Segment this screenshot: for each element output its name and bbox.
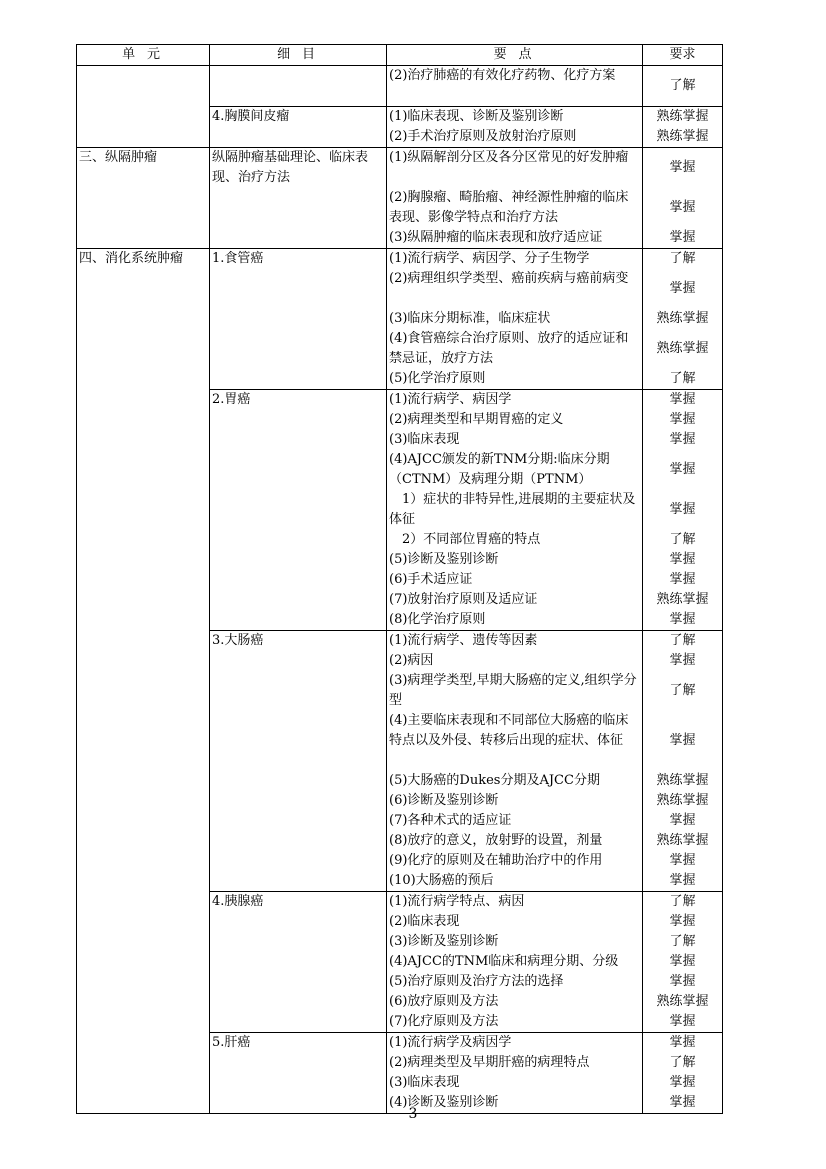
points-cell [387, 107, 643, 148]
page-number: 3 [408, 1106, 418, 1122]
header-requirement: 要求 [643, 45, 723, 66]
requirement-level: 熟练掌握 [656, 833, 709, 848]
point-text: (3)诊断及鉴别诊断 [389, 934, 499, 949]
point-text: (3)临床表现 [389, 432, 460, 447]
point-text: (4)主要临床表现和不同部位大肠癌的临床特点以及外侵、转移后出现的症状、体征 [389, 713, 629, 748]
item-cell: 5.肝癌 [210, 1033, 387, 1114]
points-cell [387, 66, 643, 107]
requirement-level: 掌握 [669, 873, 696, 888]
requirement-level: 掌握 [669, 502, 696, 517]
point-text: (2)病理组织学类型、癌前疾病与癌前病变 [389, 271, 629, 286]
requirement-level: 掌握 [669, 954, 696, 969]
requirement-level: 掌握 [669, 1014, 696, 1029]
requirement-level: 掌握 [669, 230, 696, 245]
point-text: (10)大肠癌的预后 [389, 873, 494, 888]
point-text: (7)化疗原则及方法 [389, 1014, 499, 1029]
requirement-level: 了解 [669, 894, 696, 909]
point-text: (8)化学治疗原则 [389, 612, 486, 627]
requirement-level: 熟练掌握 [656, 994, 709, 1009]
header-item: 细 目 [210, 45, 387, 66]
requirement-level: 掌握 [669, 412, 696, 427]
point-text: (1)流行病学、遗传等因素 [389, 633, 538, 648]
unit-cell: 四、消化系统肿瘤 [77, 249, 210, 1114]
requirement-level: 掌握 [669, 160, 696, 175]
requirement-level: 掌握 [669, 392, 696, 407]
points-cell [387, 390, 643, 631]
point-text: (6)放疗原则及方法 [389, 994, 499, 1009]
requirement-level: 了解 [669, 532, 696, 547]
requirement-level: 掌握 [669, 1035, 696, 1050]
requirement-level: 掌握 [669, 1075, 696, 1090]
requirement-cell [643, 390, 723, 631]
table-body [77, 66, 723, 1114]
requirement-level: 掌握 [669, 733, 696, 748]
point-text: (6)诊断及鉴别诊断 [389, 793, 499, 808]
item-cell: 4.胰腺癌 [210, 892, 387, 1033]
requirement-level: 掌握 [669, 572, 696, 587]
syllabus-table [76, 44, 723, 1114]
requirement-cell [643, 66, 723, 107]
header-row [77, 45, 723, 66]
header-points: 要 点 [387, 45, 643, 66]
point-text: (4)AJCC颁发的新TNM分期:临床分期（CTNM）及病理分期（PTNM） [389, 452, 610, 487]
requirement-cell [643, 148, 723, 249]
point-text: (1)流行病学特点、病因 [389, 894, 525, 909]
requirement-level: 掌握 [669, 853, 696, 868]
points-cell [387, 892, 643, 1033]
point-text: (4)诊断及鉴别诊断 [389, 1095, 499, 1110]
point-text: (7)各种术式的适应证 [389, 813, 512, 828]
requirement-level: 掌握 [669, 974, 696, 989]
point-text: (9)化疗的原则及在辅助治疗中的作用 [389, 853, 603, 868]
requirement-level: 掌握 [669, 1095, 696, 1110]
requirement-level: 了解 [669, 934, 696, 949]
point-text: (7)放射治疗原则及适应证 [389, 592, 538, 607]
table-row [77, 249, 723, 390]
item-cell: 4.胸膜间皮瘤 [210, 107, 387, 148]
item-cell [210, 66, 387, 107]
requirement-level: 熟练掌握 [656, 109, 709, 124]
requirement-cell [643, 892, 723, 1033]
point-text: (4)AJCC的TNM临床和病理分期、分级 [389, 954, 619, 969]
points-cell [387, 249, 643, 390]
point-text: (6)手术适应证 [389, 572, 473, 587]
unit-cell [77, 66, 210, 148]
requirement-level: 熟练掌握 [656, 592, 709, 607]
point-text: (1)流行病学、病因学、分子生物学 [389, 251, 590, 266]
requirement-level: 了解 [669, 683, 696, 698]
requirement-level: 熟练掌握 [656, 311, 709, 326]
requirement-level: 掌握 [669, 653, 696, 668]
point-text: (5)诊断及鉴别诊断 [389, 552, 499, 567]
point-text: (2)病理类型及早期肝癌的病理特点 [389, 1055, 590, 1070]
requirement-level: 了解 [669, 633, 696, 648]
point-text: (1)流行病学、病因学 [389, 392, 512, 407]
item-cell: 2.胃癌 [210, 390, 387, 631]
point-text: (3)病理学类型,早期大肠癌的定义,组织学分型 [389, 673, 637, 708]
point-text: (2)胸腺瘤、畸胎瘤、神经源性肿瘤的临床表现、影像学特点和治疗方法 [389, 190, 629, 225]
requirement-level: 熟练掌握 [656, 793, 709, 808]
point-text: (2)病理类型和早期胃癌的定义 [389, 412, 564, 427]
table-row [77, 66, 723, 107]
requirement-level: 熟练掌握 [656, 341, 709, 356]
point-text: (8)放疗的意义，放射野的设置，剂量 [389, 833, 603, 848]
point-text: (2)病因 [389, 653, 434, 668]
point-text: (1)临床表现、诊断及鉴别诊断 [389, 109, 564, 124]
requirement-level: 熟练掌握 [656, 129, 709, 144]
requirement-level: 掌握 [669, 281, 696, 296]
item-cell: 3.大肠癌 [210, 631, 387, 892]
point-text: 2）不同部位胃癌的特点 [389, 532, 541, 547]
requirement-level: 了解 [669, 251, 696, 266]
point-text: (1)纵隔解剖分区及各分区常见的好发肿瘤 [389, 150, 629, 165]
requirement-level: 掌握 [669, 552, 696, 567]
requirement-level: 掌握 [669, 612, 696, 627]
requirement-level: 掌握 [669, 462, 696, 477]
point-text: (5)治疗原则及治疗方法的选择 [389, 974, 564, 989]
requirement-cell [643, 107, 723, 148]
point-text: (2)临床表现 [389, 914, 460, 929]
point-text: (5)大肠癌的Dukes分期及AJCC分期 [389, 773, 600, 788]
item-cell: 纵隔肿瘤基础理论、临床表现、治疗方法 [210, 148, 387, 249]
requirement-cell [643, 249, 723, 390]
header-unit: 单 元 [77, 45, 210, 66]
points-cell [387, 148, 643, 249]
requirement-level: 掌握 [669, 813, 696, 828]
requirement-level: 了解 [669, 371, 696, 386]
requirement-level: 掌握 [669, 200, 696, 215]
item-cell: 1.食管癌 [210, 249, 387, 390]
point-text: (3)纵隔肿瘤的临床表现和放疗适应证 [389, 230, 603, 245]
points-cell [387, 631, 643, 892]
requirement-level: 了解 [669, 1055, 696, 1070]
table-row [77, 148, 723, 249]
point-text: (3)临床分期标准，临床症状 [389, 311, 551, 326]
point-text: (5)化学治疗原则 [389, 371, 486, 386]
point-text: (1)流行病学及病因学 [389, 1035, 512, 1050]
requirement-level: 了解 [669, 78, 696, 93]
point-text: 1）症状的非特异性,进展期的主要症状及体征 [389, 492, 636, 527]
requirement-level: 掌握 [669, 914, 696, 929]
point-text: (2)手术治疗原则及放射治疗原则 [389, 129, 577, 144]
requirement-level: 掌握 [669, 432, 696, 447]
requirement-cell [643, 1033, 723, 1114]
point-text: (2)治疗肺癌的有效化疗药物、化疗方案 [389, 68, 616, 83]
point-text: (3)临床表现 [389, 1075, 460, 1090]
requirement-cell [643, 631, 723, 892]
requirement-level: 熟练掌握 [656, 773, 709, 788]
points-cell [387, 1033, 643, 1114]
point-text: (4)食管癌综合治疗原则、放疗的适应证和禁忌证，放疗方法 [389, 331, 629, 366]
unit-cell: 三、纵隔肿瘤 [77, 148, 210, 249]
